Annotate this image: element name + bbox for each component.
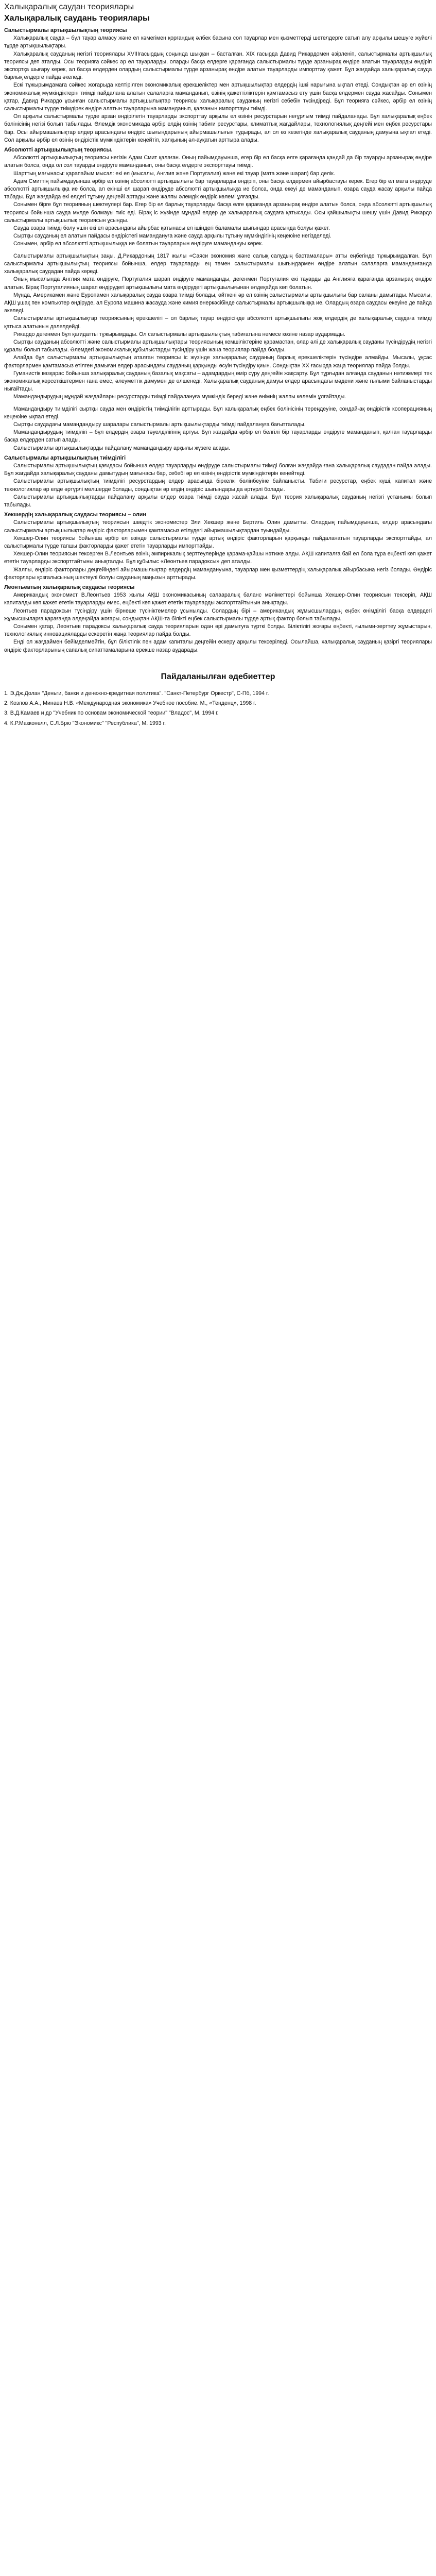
paragraph: Абсолютті артықшылықтың теориясы негізін Адам Смит қалаған. Оның пайымдауынша, егер бір ел басқа елге қарағанда қандай да бір тауарды арзанырақ өндіре алатын болса, онда ол сол тауарды өндіруге маманданып, оны басқа елдерге экспорттауы тиімді. <box>4 155 432 169</box>
paragraph: Сыртқы саудадағы мамандандыру шаралары салыстырмалы артықшылықтарды тиімді пайдалануға бағытталады. <box>13 421 306 428</box>
document-page <box>0 0 436 727</box>
document-body <box>4 27 432 654</box>
paragraph: Леонтьев парадоксын түсіндіру үшін бірнеше түсініктемелер ұсынылды. Солардың бірі – американдық жұмысшылардың еңбек өнімділігі басқа елдердегі жұмысшыларға қарағанда әлдеқайда жоғары, сондықтан АҚШ-та білікті еңбек салыстырмалы түрде артық фактор болып табылады. <box>4 607 432 622</box>
reference-item: 2. Козлов А.А., Минаев Н.В. «Международная экономика» Учебное пособие. М., «Тенденц», 1998 г. <box>4 700 256 707</box>
section-gap <box>4 248 432 252</box>
paragraph: Адам Смиттің пайымдауынша әрбір ел өзінің абсолютті артықшылығы бар тауарларды өндіріп, оны басқа елдермен айырбастауы керек. Егер бір ел мата өндіруде абсолютті артықшылыққа ие болса, ал екінші ел шарап өндіруде абсолютті артықшылыққа ие болса, онда екеуі де маманданып, өзара сауда жасау арқылы пайда табады. Бұл жағдайда екі елдегі тұтыну деңгейі артады және жалпы әлемдік өндіріс көлемі ұлғаяды. <box>4 178 432 200</box>
paragraph: Салыстырмалы артықшылықтың қағидасы бойынша елдер тауарларды өндіруде салыстырмалы тиімді болған жағдайда ғана халықаралық саудадан пайда алады. Бұл жағдайда халықаралық сауданы дамытудың мағынасы бар, себебі әр ел өзінің өндірістік мүмкіндіктерін кеңейтеді. <box>4 462 432 477</box>
section-gap <box>4 401 432 405</box>
section-heading: Хекшердің халықаралық саудасы теориясы – олин <box>4 512 146 518</box>
paragraph: Жалпы, өндіріс факторлары деңгейіндегі айырмашылықтар елдердің мамандануына, тауарлар мен қызметтердің халықаралық айырбасына негіз болады. Өндіріс факторлары қозғалысының шектеулі болуы сауданың маңызын арттырады. <box>4 566 432 581</box>
paragraph: Халықаралық сауданың негізгі теориялары XVIIIғасырдың соңында шыққан – басталған. XIX ғасырда Давид Рикардомен әзірленіп, салыстырмалы артықшылық теориясы деп аталды. Осы теорияға сәйкес әр ел тауарларды, оларды басқа елдерге қарағанда салыстырмалы түрде арзанырақ өндіре алатын тауарларды өндіріп экспортқа шығару керек, ал басқа елдерден олардың салыстырмалы түрде арзанырақ өндіре алатын тауарларды импорттау қажет. Бұл жағдайда халықаралық сауда барлық елдерге пайда әкеледі. <box>4 50 432 81</box>
paragraph: Алайда бұл салыстырмалы артықшылықтың аталған теориясы іс жүзінде халықаралық сауданың барлық ерекшеліктерін түсіндіре алмайды. Мысалы, ұқсас факторлармен қамтамасыз етілген дамыған елдер арасындағы сауданың қарқынды өсуін түсіндіру қиын. Сондықтан ХХ ғасырда жаңа теориялар пайда болды. <box>4 354 432 369</box>
paragraph: Сонымен бірге бұл теорияның шектеулері бар. Егер бір ел барлық тауарларды басқа елге қарағанда арзанырақ өндіре алатын болса, онда абсолютті артықшылық теориясы бойынша сауда мүлде болмауы тиіс еді. Бірақ іс жүзінде мұндай елдер де халықаралық саудаға қатысады. Осы қайшылықты шешу үшін Давид Рикардо салыстырмалы артықшылық теориясын ұсынды. <box>4 201 432 224</box>
reference-item: 4. К.Р.Макконелл, С.Л.Брю "Экономикс" "Республика", М. 1993 г. <box>4 720 166 726</box>
paragraph: Енді ол жағдаймен бейімделмейтін, бұл біліктілік пен адам капиталы деңгейін ескеру арқылы тексеріледі. Осылайша, халықаралық сауданың қазіргі теориялары өндіріс факторларының сапалық сипаттамаларына ерекше назар аударады. <box>4 639 432 653</box>
paragraph: Хекшер-Олин теориясы бойынша әрбір ел өзінде салыстырмалы түрде артық өндіріс факторларын қарқынды пайдаланатын тауарларды экспорттайды, ал салыстырмалы түрде тапшы факторларды қажет ететін тауарларды импорттайды. <box>4 535 432 549</box>
document-title: Халықаралық саудань теориялары <box>4 14 150 23</box>
paragraph: Сыртқы сауданың абсолютті және салыстырмалы артықшылықтары теориясының кемшіліктеріне қарамастан, олар әлі де халықаралық сауданы түсіндірудің негізгі құралы болып табылады. Әлемдегі экономикалық құбылыстарды түсіндіру үшін жаңа теориялар пайда болды. <box>4 338 432 353</box>
paragraph: Американдық экономист В.Леонтьев 1953 жылы АҚШ экономикасының салааралық баланс мәліметтері бойынша Хекшер-Олин теориясын тексеріп, АҚШ капиталды көп қажет ететін тауарларды емес, еңбекті көп қажет ететін тауарларды экспорттайтынын анықтады. <box>4 592 432 606</box>
paragraph: Салыстырмалы артықшылықтар теориясының ерекшелігі – ол барлық тауар өндірісінде абсолютті артықшылығы жоқ елдердің де халықаралық саудаға тиімді қатыса алатынын дәлелдейді. <box>4 315 432 330</box>
paragraph: Шарттың мағынасы: қарапайым мысал: екі ел (мысалы, Англия және Португалия) және екі тауар (мата және шарап) бар делік. <box>13 170 335 177</box>
paragraph: Салыстырмалы артықшылықтың теориясын шведтік экономистер Эли Хекшер және Бертиль Олин дамытты. Олардың пайымдауынша, елдер арасындағы салыстырмалы артықшылықтар өндіріс факторларымен қамтамасыз етілудегі айырмашылықтардан туындайды. <box>4 519 432 534</box>
paragraph: Сонымен қатар, Леонтьев парадоксы халықаралық сауда теорияларын одан әрі дамытуға түрткі болды. Біліктілігі жоғары еңбекті, ғылыми-зерттеу жұмыстарын, технологиялық инновацияларды ескеретін жаңа теориялар пайда болды. <box>4 623 432 638</box>
reference-item: 3. В.Д.Камаев и др "Учебник по основам экономической теории" "Владос", М. 1994 г. <box>4 710 219 717</box>
section-heading: Салыстырмалы артықшылықтың теориясы <box>4 27 127 33</box>
references-title: Пайдаланылған әдебиеттер <box>161 672 275 681</box>
paragraph: Салыстырмалы артықшылықтарды пайдалану мамандандыру арқылы жүзеге асады. <box>13 445 231 451</box>
paragraph: Салыстырмалы артықшылықтарды пайдалану арқылы елдер өзара тиімді сауда жасай алады. Бұл теория халықаралық сауданың негізгі ұстанымы болып табылады. <box>4 494 432 508</box>
paragraph: Мұнда, Америкамен және Еуропамен халықаралық сауда өзара тиімді болады, өйткені әр ел өзінің салыстырмалы артықшылығы бар саланы дамытады. Мысалы, АҚШ ұшақ пен компьютер өндіруде, ал Еуропа машина жасауда және химия өнеркәсібінде салыстырмалы артықшылыққа ие. Олардың өзара саудасы екеуіне де пайда әкеледі. <box>4 292 432 314</box>
paragraph: Хекшер-Олин теориясын тексерген В.Леонтьев өзінің эмпирикалық зерттеулерінде қарама-қайшы нәтиже алды. АҚШ капиталға бай ел бола тұра еңбекті көп қажет ететін тауарларды экспорттайтыны анықталды. Бұл құбылыс «Леонтьев парадоксы» деп аталды. <box>4 551 432 565</box>
paragraph: Гуманистік көзқарас бойынша халықаралық сауданың базалық мақсаты – адамдардың өмір сүру деңгейін жақсарту. Бұл тұрғыдан алғанда сауданың нәтижелері тек экономикалық көрсеткіштермен ғана емес, әлеуметтік дамумен де өлшенеді. Халықаралық сауданың дамуы елдер арасындағы мәдени және ғылыми байланыстарды нығайтады. <box>4 370 432 393</box>
reference-item: 1. Э.Дж.Долан "Деньги, банки и денежно-кредитная политика". "Санкт-Петербург Оркестр", С-Пб, 1994 г. <box>4 690 269 697</box>
paragraph: Мамандандырудың мұндай жағдайлары ресурстарды тиімді пайдалануға мүмкіндік береді және өнімнің жалпы көлемін ұлғайтады. <box>13 394 346 400</box>
section-heading: Абсолютті артықшылықтың теориясы. <box>4 147 113 154</box>
paragraph: Оның мысалында Англия мата өндіруге, Португалия шарап өндіруге маманданды, дегенмен Португалия екі тауарды да Англияға қарағанда арзанырақ өндіре алатын. Бірақ Португалияның шарап өндірудегі артықшылығы мата өндірудегі артықшылығынан әлдеқайда көп болатын. <box>4 276 432 291</box>
paragraph: Сауда өзара тиімді болу үшін екі ел арасындағы айырбас қатынасы ел ішіндегі баламалы шығындар арасында болуы қажет. <box>13 225 330 232</box>
paragraph: Салыстырмалы артықшылықтың тиімділігі ресурстардың елдер арасында біркелкі бөлінбеуіне байланысты. Табиғи ресурстар, еңбек күші, капитал және технологиялар әр елде әртүрлі мөлшерде болады, сондықтан әр елдің өндіріс шығындары да әртүрлі болады. <box>4 478 432 493</box>
references-list <box>4 690 432 727</box>
section-heading: Леонтьевтың халықаралық саудасы теориясы <box>4 584 135 591</box>
paragraph: Салыстырмалы артықшылықтың заңы. Д.Рикардоның 1817 жылы «Саяси экономия және салық салудың бастамалары» атты еңбегінде тұжырымдалған. Бұл салыстырмалы артықшылықтың теориясы бойынша, елдер тауарларды ең төмен салыстырмалы шығындармен өндіре алатын салаларға маманданғанда халықаралық саудадан пайда көреді. <box>4 252 432 275</box>
section-heading: Салыстырмалы артықшылықтың тиімділігі <box>4 454 126 461</box>
paragraph: Сыртқы сауданың ел алатын пайдасы өндірістегі мамандануға және сауда арқылы тұтыну мүмкіндігінің кеңеюіне негізделеді. <box>13 233 332 240</box>
paragraph: Мамандандырудың тиімділігі – бұл елдердің өзара тәуелділігінің артуы. Бұл жағдайда әрбір ел белгілі бір тауарларды өндіруге маманданып, қалған тауарларды басқа елдерден сатып алады. <box>4 429 432 444</box>
paragraph: Сонымен, әрбір ел абсолютті артықшылыққа ие болатын тауарларын өндіруге мамандануы керек. <box>13 241 263 247</box>
paragraph: Рикардо дегенмен бұл қағидатты тұжырымдады. Ол салыстырмалы артықшылықтың табиғатына немесе көзіне назар аудармады. <box>13 331 345 337</box>
page-header: Халықаралық саудан теориялары <box>4 3 134 11</box>
paragraph: Ол арқылы салыстырмалы түрде арзан өндірілетін тауарларды экспорттау арқылы ел өзінің ресурстарын неғұрлым тиімді пайдаланады. Бұл халықаралық еңбек бөлінісінің негізі болып табылады. Әлемдік экономикада әрбір елдің өзінің табиғи ресурстары, климаттық жағдайлары, технологиялық деңгейі мен еңбек ресурстары бар. Осы айырмашылықтар елдер арасындағы өндіріс шығындарының айырмашылығын тудырады, ал ол өз кезегінде халықаралық сауданың дамуына ықпал етеді. Сол арқылы әрбір ел өзінің өндірістік мүмкіндіктерін кеңейтіп, халқының әл-ауқатын арттыра алады. <box>4 113 432 143</box>
paragraph: Халықаралық сауда – бұл тауар алмасу және ел кәмегімен қорғандық әлбек басына сол тауарлар мен қызметтерді шетелдерге сатып алу арқылы шешуге жуйелі тұрде артықшылықтары. <box>4 35 432 49</box>
paragraph: Мамандандыру тиімділігі сыртқы сауда мен өндірістің тиімділігін арттырады. Бұл халықаралық еңбек бөлінісінің тереңдеуіне, сондай-ақ өндірістік кооперацияның кеңеюіне ықпал етеді. <box>4 405 432 420</box>
paragraph: Ескі тұжырымдамаға сәйкес жоғарыда келтірілген экономикалық ерекшеліктер мен артықшылықтар елдердің ішкі нарығына ықпал етеді. Сондықтан әр ел өзінің экономикалық мүмкіндіктерін тиімді пайдалана алатын салаларға маманданып, өзінің қажеттіліктерін қамтамасыз ету үшін басқа елдермен сауда жасайды. Сонымен қатар, Давид Рикардо ұсынған салыстырмалы артықшылықтар теориясы халықаралық сауданың негізгі себебін түсіндіреді. Бұл теорияға сәйкес, әрбір ел өзінің салыстырмалы түрде тиімдірек өндіре алатын тауарларына маманданып, қалғанын импорттауы тиімді. <box>4 82 432 112</box>
